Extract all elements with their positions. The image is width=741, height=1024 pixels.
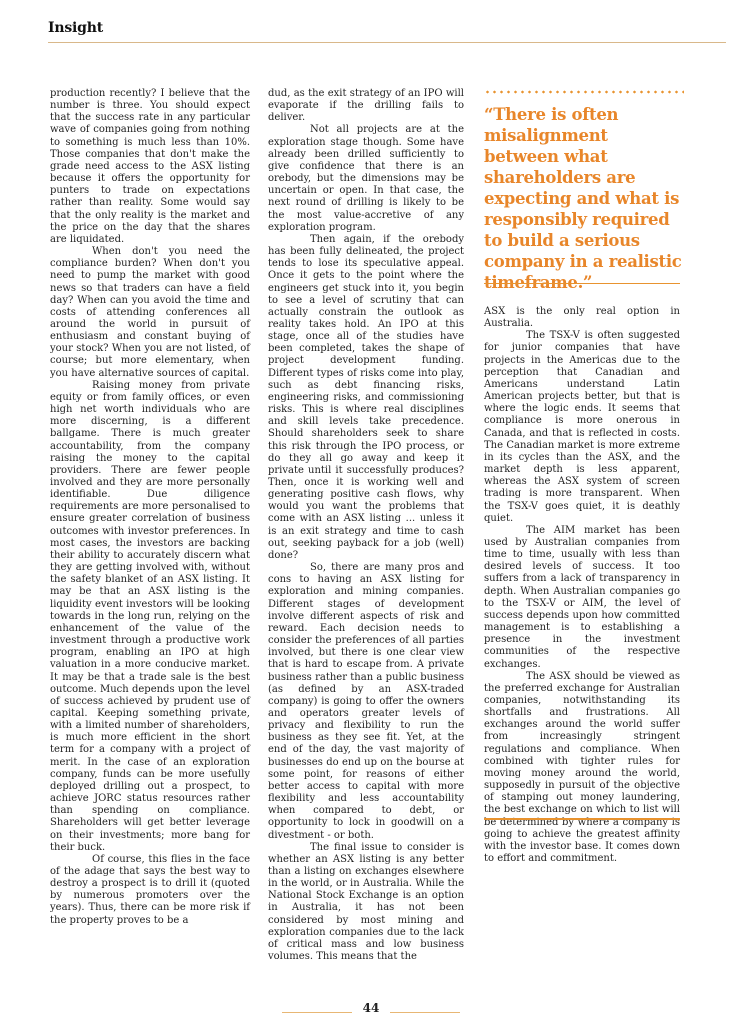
paragraph: ASX is the only real option in Australia.: [484, 306, 680, 330]
section-title: Insight: [48, 20, 103, 36]
paragraph: The TSX-V is often suggested for junior companies that have projects in the Americas due to the perception that Canadian and Americans understand Latin American projects better, but that is where the logic ends. It seems that compliance is more onerous in Canada, and that is reflected in costs. The Canadian market is more extreme in its cycles than the ASX, and the market depth is less apparent, whereas the ASX system of screen trading is more transparent. When the TSX-V goes quiet, it is deathly quiet.: [484, 330, 680, 524]
paragraph: So, there are many pros and cons to having an ASX listing for exploration and mining companies. Different stages of development involve different aspects of risk and reward. Each decision needs to consider the preferences of all parties involved, but there is one clear view that is hard to escape from. A private business rather than a public business (as defined by an ASX-traded company) is going to offer the owners and operators greater levels of privacy and flexibility to run the business as they see fit. Yet, at the end of the day, the vast majority of businesses do end up on the bourse at some point, for reasons of either better access to capital with more flexibility and less accountability when compared to debt, or opportunity to lock in goodwill on a divestment - or both.: [268, 562, 464, 841]
quote-divider: [484, 283, 680, 284]
paragraph: Of course, this flies in the face of the adage that says the best way to destroy a prospect is to drill it (quoted by numerous promoters over the years). Thus, there can be more risk if the property proves to be a: [50, 853, 250, 926]
page-header: [48, 20, 726, 43]
paragraph: production recently? I believe that the number is three. You should expect that the success rate in any particular wave of companies going from nothing to something is much less than 10%. Those companies that don't make the grade need access to the ASX listing because it offers the opportunity for punters to trade on expectations rather than reality. Some would say that the only reality is the market and the price on the day that the shares are liquidated.: [50, 88, 250, 245]
footer-rule-right: [390, 1012, 460, 1013]
pull-quote: “There is often misalignment between what shareholders are expecting and what is responsibly required to build a serious company in a realistic timeframe.”: [484, 105, 682, 292]
dotted-rule: [484, 90, 684, 94]
paragraph: dud, as the exit strategy of an IPO will evaporate if the drilling fails to deliver.: [268, 88, 464, 124]
paragraph: Not all projects are at the exploration stage though. Some have already been drilled sufficiently to give confidence that there is an orebody, but the dimensions may be uncertain or open. In that case, the next round of drilling is likely to be the most value-accretive of any exploration program.: [268, 124, 464, 233]
paragraph: The ASX should be viewed as the preferred exchange for Australian companies, notwithstanding its shortfalls and frustrations. All exchanges around the world suffer from increasingly stringent regulations and compliance. When combined with tighter rules for moving money around the world, supposedly in pursuit of the objective of stamping out money laundering, the best exchange on which to list will be determined by where a company is going to achieve the greatest affinity with the investor base. It comes down to effort and commitment.: [484, 670, 680, 865]
paragraph: Then again, if the orebody has been fully delineated, the project tends to lose its speculative appeal. Once it gets to the point where the engineers get stuck into it, you begin to see a level of scrutiny that can actually constrain the outlook as reality takes hold. An IPO at this stage, once all of the studies have been completed, takes the shape of project development funding. Different types of risks come into play, such as debt financing risks, engineering risks, and commissioning risks. This is where real disciplines and skill levels take precedence. Should shareholders seek to share this risk through the IPO process, or do they all go away and keep it private until it successfully produces? Then, once it is working well and generating positive cash flows, why would you want the problems that come with an ASX listing ... unless it is an exit strategy and time to cash out, seeking payback for a job (well) done?: [268, 233, 464, 561]
article-end-rule: [484, 818, 680, 820]
paragraph: When don't you need the compliance burden? When don't you need to pump the market with good news so that traders can have a field day? When can you avoid the time and costs of attending conferences all around the world in pursuit of enthusiasm and constant buying of your stock? When you are not listed, of course; but more elementary, when you have alternative sources of capital.: [50, 246, 250, 379]
paragraph: Raising money from private equity or from family offices, or even high net worth individuals who are more discerning, is a different ballgame. There is much greater accountability, from the company raising the money to the capital providers. There are fewer people involved and they are more personally identifiable. Due diligence requirements are more personalised to ensure greater correlation of business outcomes with investor preferences. In most cases, the investors are backing their ability to accurately discern what they are getting involved with, without the safety blanket of an ASX listing. It may be that an ASX listing is the liquidity event investors will be looking towards in the long run, relying on the enhancement of the value of the investment through a productive work program, enabling an IPO at high valuation in a more conducive market. It may be that a trade sale is the best outcome. Much depends upon the level of success achieved by prudent use of capital. Keeping something private, with a limited number of shareholders, is much more efficient in the short term for a company with a project of merit. In the case of an exploration company, funds can be more usefully deployed drilling out a prospect, to achieve JORC status resources rather than spending on compliance. Shareholders will get better leverage on their investments; more bang for their buck.: [50, 379, 250, 853]
article-column-2: [268, 88, 464, 963]
page-number: 44: [362, 1001, 380, 1015]
paragraph: The final issue to consider is whether an ASX listing is any better than a listing on exchanges elsewhere in the world, or in Australia. While the National Stock Exchange is an option in Australia, it has not been considered by most mining and exploration companies due to the lack of critical mass and low business volumes. This means that the: [268, 841, 464, 963]
paragraph: The AIM market has been used by Australian companies from time to time, usually with less than desired levels of success. It too suffers from a lack of transparency in depth. When Australian companies go to the TSX-V or AIM, the level of success depends upon how committed management is to establishing a presence in the investment communities of the respective exchanges.: [484, 524, 680, 670]
article-column-3: [484, 306, 680, 865]
footer-rule-left: [282, 1012, 352, 1013]
pull-quote-box: [484, 90, 684, 293]
article-column-1: [50, 88, 250, 927]
